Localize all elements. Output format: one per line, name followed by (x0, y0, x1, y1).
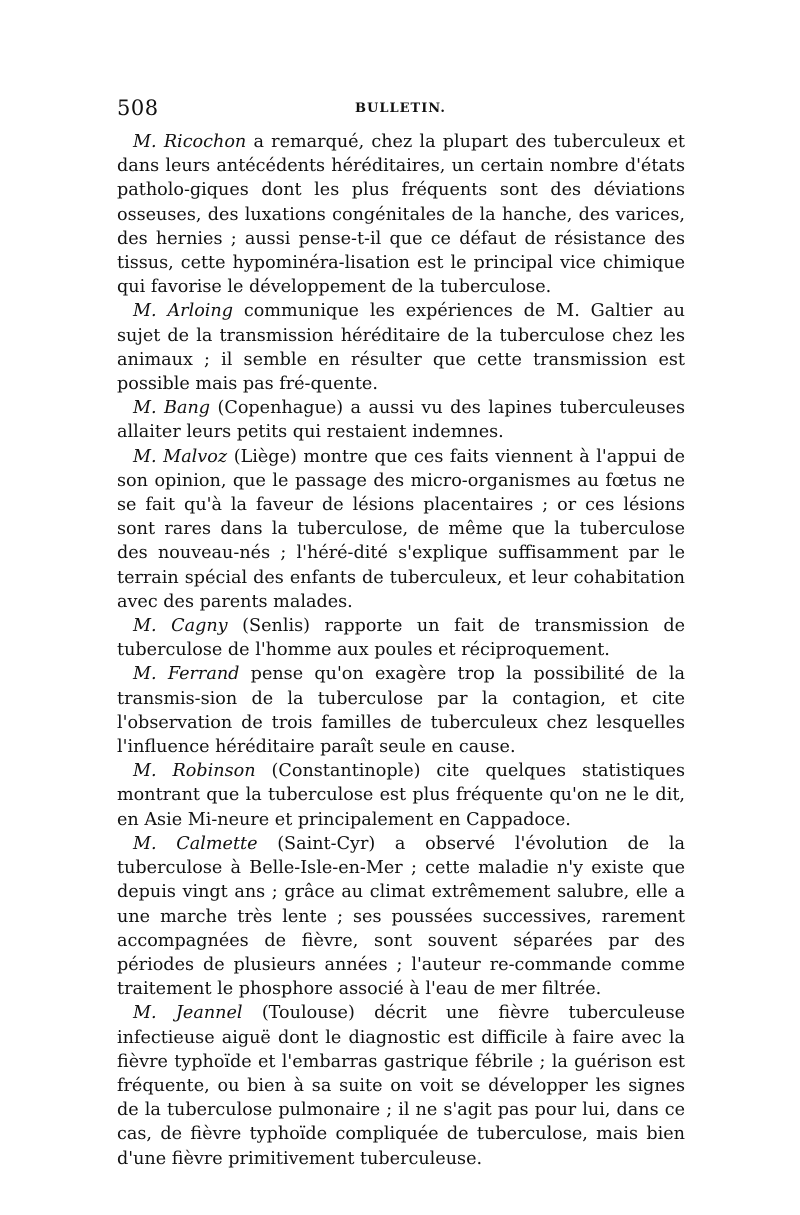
body-text (117, 130, 685, 1171)
paragraph-malvoz (117, 445, 685, 614)
speaker-name: M. Ricochon (133, 132, 247, 152)
paragraph-robinson (117, 759, 685, 832)
paragraph-calmette (117, 832, 685, 1001)
paragraph-text: a remarqué, chez la plupart des tuberculeux et dans leurs antécédents héréditaires, un certain nombre d'états patholo-giques dont les plus fréquents sont des déviations osseuses, des luxations congénitales de la hanche, des varices, des hernies ; aussi pense-t-il que ce défaut de résistance des tissus, cette hypominéra-lisation est le principal vice chimique qui favorise le développement de la tuberculose. (117, 132, 685, 298)
paragraph-ferrand (117, 662, 685, 759)
paragraph-text: (Copenhague) a aussi vu des lapines tuberculeuses allaiter leurs petits qui restaient indemnes. (117, 398, 685, 443)
running-title: BULLETIN. (355, 101, 446, 116)
speaker-name: M. Malvoz (133, 446, 228, 467)
speaker-name: M. Robinson (133, 761, 256, 782)
speaker-name: M. Ferrand (133, 664, 240, 685)
paragraph-text: (Saint-Cyr) a observé l'évolution de la tuberculose à Belle-Isle-en-Mer ; cette maladie n'y existe que depuis vingt ans ; grâce au climat extrêmement salubre, elle a une marche très lente ; ses poussées successives, rarement accompagnées de fièvre, sont souvent séparées par des périodes de plusieurs années ; l'auteur re-commande comme traitement le phosphore associé à l'eau de mer filtrée. (117, 833, 685, 1000)
paragraph-arloing (117, 299, 685, 396)
page-number: 508 (117, 96, 159, 120)
paragraph-jeannel (117, 1001, 685, 1170)
speaker-name: M. Bang (133, 398, 211, 419)
running-head (117, 96, 685, 122)
speaker-name: M. Calmette (133, 833, 258, 854)
paragraph-text: communique les expériences de M. Galtier au sujet de la transmission héréditaire de la tuberculose chez les animaux ; il semble en résulter que cette transmission est possible mais pas fré-quente. (117, 301, 685, 395)
paragraph-text: (Liège) montre que ces faits viennent à l'appui de son opinion, que le passage des micro-organismes au fœtus ne se fait qu'à la faveur de lésions placentaires ; or ces lésions sont rares dans la tuberculose, de même que la tuberculose des nouveau-nés ; l'héré-dité s'explique suffisamment par le terrain spécial des enfants de tuberculeux, et leur cohabitation avec des parents malades. (117, 446, 685, 612)
speaker-name: M. Cagny (133, 616, 228, 637)
paragraph-ricochon (117, 130, 685, 299)
paragraph-text: (Senlis) rapporte un fait de transmission de tuberculose de l'homme aux poules et réciproquement. (117, 616, 685, 661)
paragraph-text: pense qu'on exagère trop la possibilité de la transmis-sion de la tuberculose par la contagion, et cite l'observation de trois familles de tuberculeux chez lesquelles l'influence héréditaire paraît seule en cause. (117, 664, 685, 758)
paragraph-text: (Toulouse) décrit une fièvre tuberculeuse infectieuse aiguë dont le diagnostic est difficile à faire avec la fièvre typhoïde et l'embarras gastrique fébrile ; la guérison est fréquente, ou bien à sa suite on voit se développer les signes de la tuberculose pulmonaire ; il ne s'agit pas pour lui, dans ce cas, de fièvre typhoïde compliquée de tuberculose, mais bien d'une fièvre primitivement tuberculeuse. (117, 1003, 686, 1169)
paragraph-text: (Constantinople) cite quelques statistiques montrant que la tuberculose est plus fréquente qu'on ne le dit, en Asie Mi-neure et principalement en Cappadoce. (117, 761, 686, 830)
paragraph-cagny (117, 614, 685, 662)
speaker-name: M. Jeannel (133, 1003, 243, 1024)
paragraph-bang (117, 396, 685, 444)
speaker-name: M. Arloing (133, 301, 234, 322)
